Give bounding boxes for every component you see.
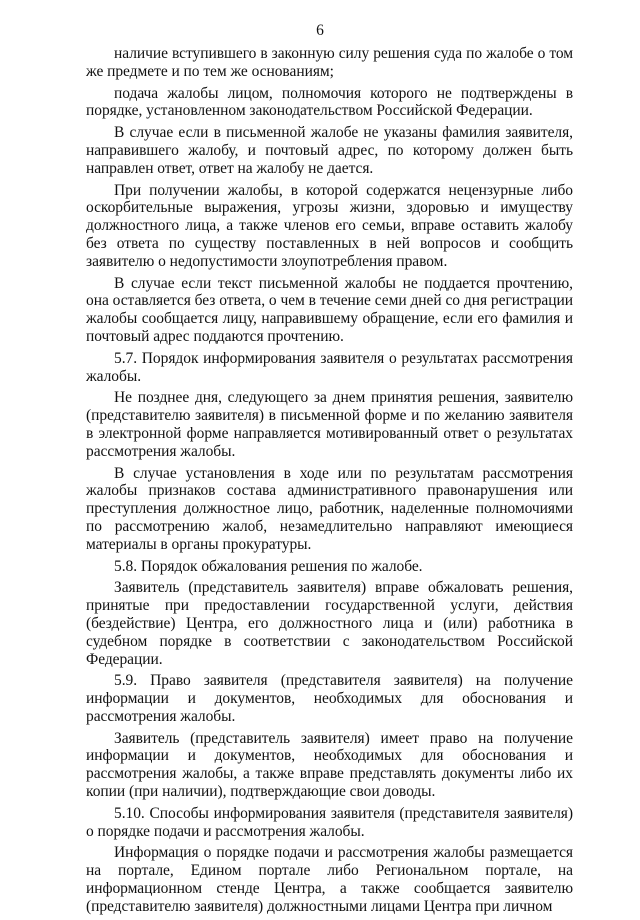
paragraph: В случае если в письменной жалобе не указаны фамилия заявителя, направившего жалобу, и почтовый адрес, по которому должен быть направлен ответ, ответ на жалобу не дается.	[86, 124, 573, 177]
section-heading-5-10: 5.10. Способы информирования заявителя (представителя заявителя) о порядке подачи и рассмотрения жалобы.	[86, 804, 573, 840]
section-heading-5-8: 5.8. Порядок обжалования решения по жалобе.	[114, 557, 423, 575]
paragraph: наличие вступившего в законную силу решения суда по жалобе о том же предмете и по тем же основаниям;	[86, 45, 573, 80]
section-heading-5-9: 5.9. Право заявителя (представителя заявителя) на получение информации и документов, необходимых для обоснования и рассмотрения жалобы.	[86, 672, 573, 725]
paragraph: Не позднее дня, следующего за днем принятия решения, заявителю (представителю заявителя) в письменной форме и по желанию заявителя в электронной форме направляется мотивированный ответ о результатах рассмотрения жалобы.	[86, 389, 573, 460]
paragraph: В случае если текст письменной жалобы не поддается прочтению, она оставляется без ответа, о чем в течение семи дней со дня регистрации жалобы сообщается лицу, направившему обращение, если его фамилия и почтовый адрес поддаются прочтению.	[86, 274, 573, 345]
paragraph: Заявитель (представитель заявителя) вправе обжаловать решения, принятые при предоставлении государственной услуги, действия (бездействие) Центра, его должностного лица и (или) работника в судебном порядке в соответствии с законодательством Российской Федерации.	[86, 579, 573, 668]
paragraph: подача жалобы лицом, полномочия которого не подтверждены в порядке, установленном законодательством Российской Федерации.	[86, 84, 573, 120]
section-heading-5-7: 5.7. Порядок информирования заявителя о результатах рассмотрения жалобы.	[86, 349, 573, 385]
paragraph: Информация о порядке подачи и рассмотрения жалобы размещается на портале, Едином портале либо Региональном портале, на информационном стенде Центра, а также сообщается заявителю (представителю заявителя) должностными лицами Центра при личном	[86, 844, 573, 915]
paragraph: В случае установления в ходе или по результатам рассмотрения жалобы признаков состава административного правонарушения или преступления должностное лицо, работник, наделенные полномочиями по рассмотрению жалоб, незамедлительно направляют имеющиеся материалы в органы прокуратуры.	[86, 464, 573, 553]
document-body	[86, 45, 573, 920]
page-number: 6	[316, 22, 324, 39]
paragraph: Заявитель (представитель заявителя) имеет право на получение информации и документов, необходимых для обоснования и рассмотрения жалобы, а также вправе представлять документы либо их копии (при наличии), подтверждающие свои доводы.	[86, 729, 573, 801]
paragraph: При получении жалобы, в которой содержатся нецензурные либо оскорбительные выражения, угрозы жизни, здоровью и имуществу должностного лица, а также членов его семьи, вправе оставить жалобу без ответа по существу поставленных в ней вопросов и сообщить заявителю о недопустимости злоупотребления правом.	[86, 181, 573, 270]
